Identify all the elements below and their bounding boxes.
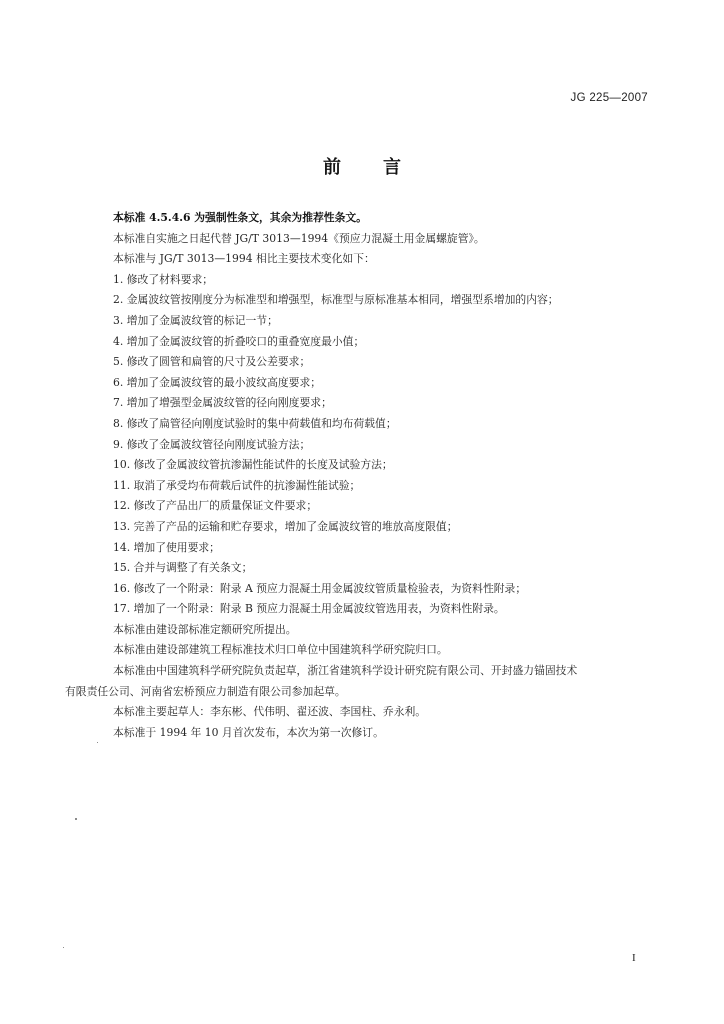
list-item: 4. 增加了金属波纹管的折叠咬口的重叠宽度最小值； — [113, 334, 365, 348]
page-title: 前言 — [323, 157, 443, 178]
scan-speck — [97, 742, 98, 743]
list-item: 3. 增加了金属波纹管的标记一节； — [113, 313, 278, 327]
list-item: 11. 取消了承受均布荷载后试件的抗渗漏性能试验； — [113, 478, 361, 492]
list-item: 2. 金属波纹管按刚度分为标准型和增强型，标准型与原标准基本相同，增强型系增加的内容； — [113, 293, 559, 307]
mandatory-clause-paragraph: 本标准 4.5.4.6 为强制性条文，其余为推荐性条文。 — [113, 211, 367, 224]
list-item: 9. 修改了金属波纹管径向刚度试验方法； — [113, 437, 311, 451]
owner-paragraph: 本标准由建设部建筑工程标准技术归口单位中国建筑科学研究院归口。 — [113, 643, 448, 657]
scan-speck — [63, 947, 64, 948]
standard-code: JG 225—2007 — [570, 92, 648, 104]
list-item: 10. 修改了金属波纹管抗渗漏性能试件的长度及试验方法； — [113, 458, 393, 472]
list-item: 12. 修改了产品出厂的质量保证文件要求； — [113, 499, 318, 513]
list-item: 14. 增加了使用要求； — [113, 540, 220, 554]
authors-paragraph: 本标准主要起草人：李东彬、代伟明、翟还波、李国柱、乔永利。 — [113, 705, 427, 719]
page-number: I — [632, 952, 636, 964]
changes-list — [85, 270, 660, 620]
list-item: 13. 完善了产品的运输和贮存要求，增加了金属波纹管的堆放高度限值； — [113, 519, 458, 533]
history-paragraph: 本标准于 1994 年 10 月首次发布，本次为第一次修订。 — [113, 725, 384, 739]
list-item: 16. 修改了一个附录：附录 A 预应力混凝土用金属波纹管质量检验表，为资料性附录； — [113, 581, 527, 595]
list-item: 6. 增加了金属波纹管的最小波纹高度要求； — [113, 375, 322, 389]
drafters-paragraph-line1: 本标准由中国建筑科学研究院负责起草，浙江省建筑科学设计研究院有限公司、开封盛力锚固技术 — [113, 664, 578, 678]
scan-speck — [75, 818, 77, 820]
changes-intro-paragraph: 本标准与 JG/T 3013—1994 相比主要技术变化如下： — [113, 252, 375, 266]
list-item: 7. 增加了增强型金属波纹管的径向刚度要求； — [113, 396, 332, 410]
list-item: 5. 修改了圆管和扁管的尺寸及公差要求； — [113, 355, 311, 369]
list-item: 15. 合并与调整了有关条文； — [113, 561, 253, 575]
list-item: 8. 修改了扁管径向刚度试验时的集中荷载值和均布荷载值； — [113, 416, 397, 430]
foreword-body — [65, 208, 660, 743]
list-item: 17. 增加了一个附录：附录 B 预应力混凝土用金属波纹管选用表，为资料性附录。 — [113, 602, 505, 616]
proposer-paragraph: 本标准由建设部标准定额研究所提出。 — [113, 622, 297, 636]
replaces-paragraph: 本标准自实施之日起代替 JG/T 3013—1994《预应力混凝土用金属螺旋管》。 — [113, 231, 485, 245]
list-item: 1. 修改了材料要求； — [113, 272, 214, 286]
drafters-paragraph-line2: 有限责任公司、河南省宏桥预应力制造有限公司参加起草。 — [65, 684, 346, 698]
